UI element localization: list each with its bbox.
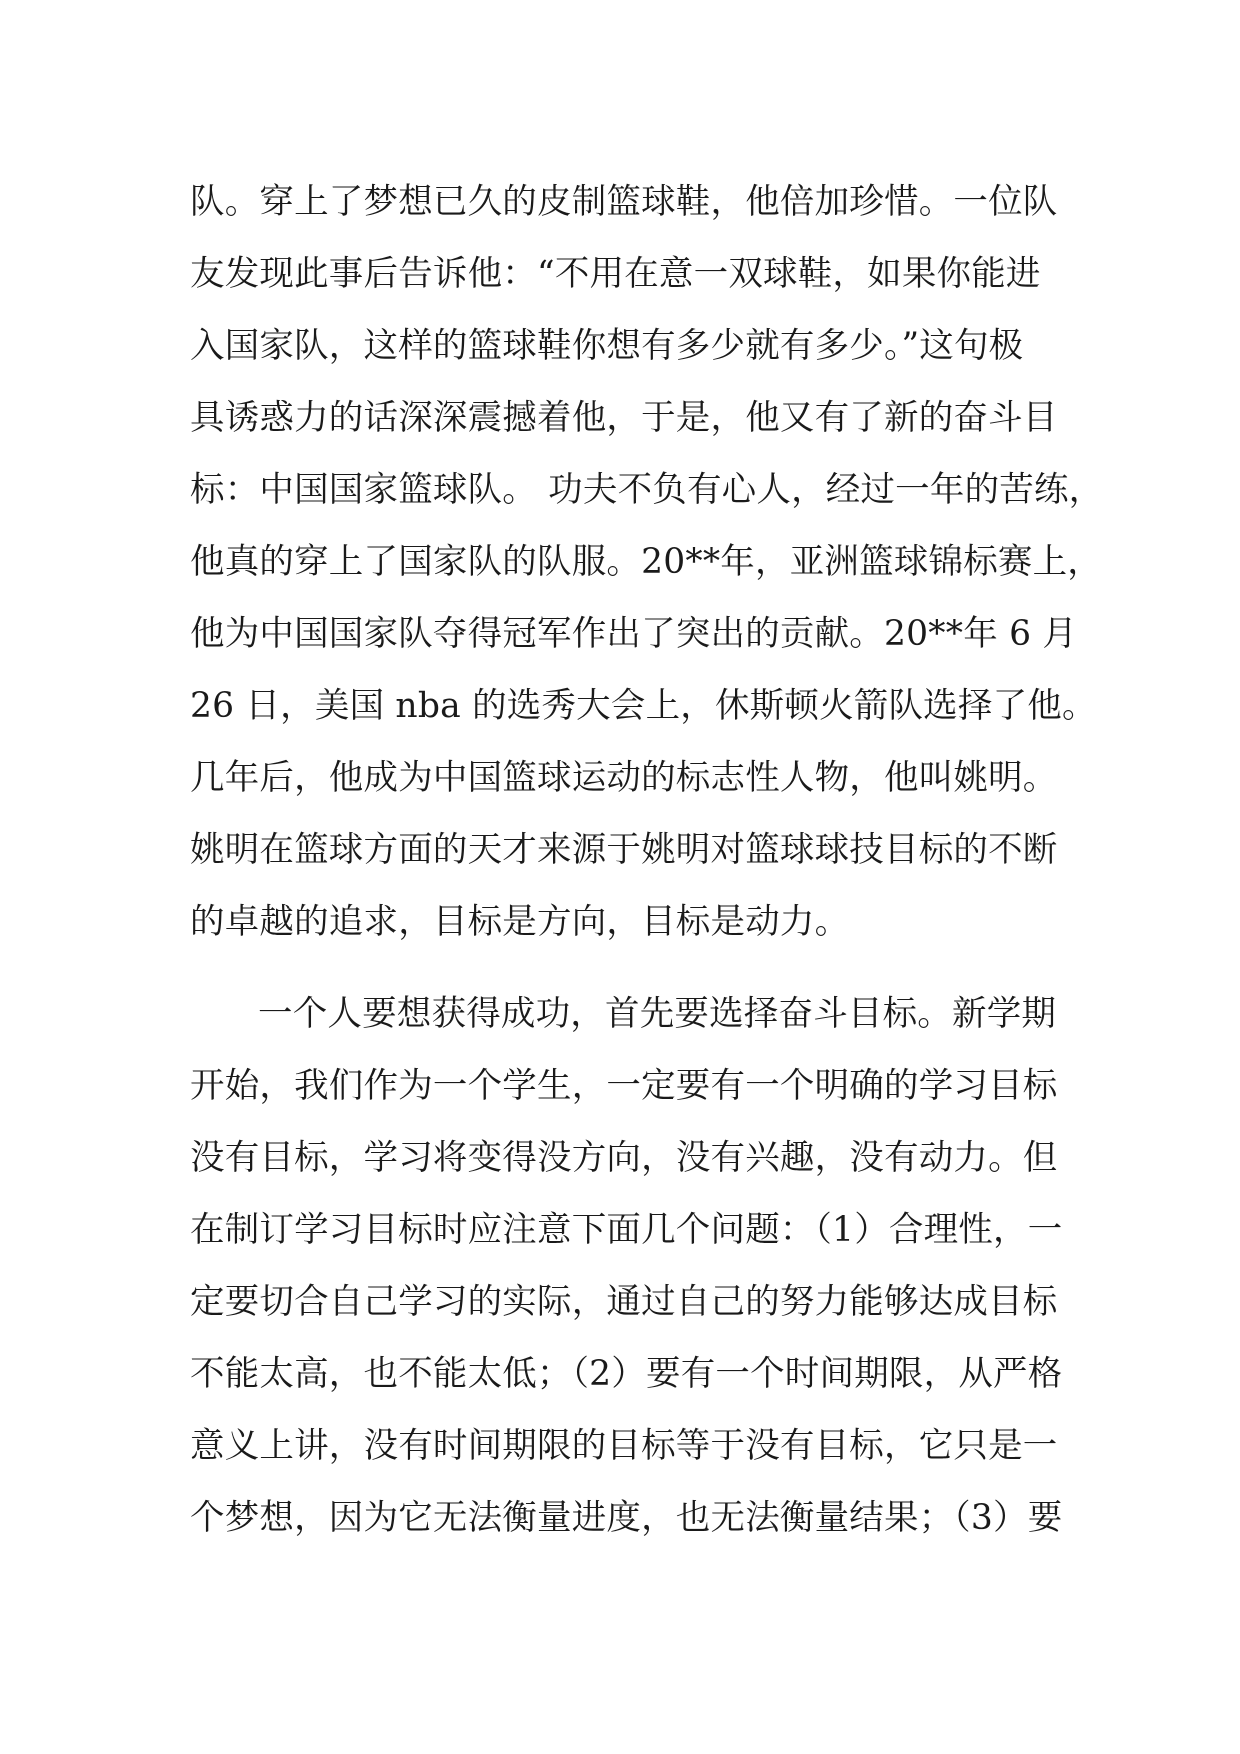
- text-line: 个梦想，因为它无法衡量进度，也无法衡量结果；（3）要: [190, 1498, 1063, 1538]
- text-line: 几年后，他成为中国篮球运动的标志性人物，他叫姚明。: [190, 758, 1058, 798]
- text-line: 他真的穿上了国家队的队服。20**年，亚洲篮球锦标赛上，: [190, 542, 1102, 582]
- text-line: 开始，我们作为一个学生，一定要有一个明确的学习目标: [190, 1066, 1058, 1106]
- text-line: 姚明在篮球方面的天才来源于姚明对篮球球技目标的不断: [190, 830, 1058, 870]
- text-line: 的卓越的追求，目标是方向，目标是动力。: [190, 902, 850, 942]
- text-line: 定要切合自己学习的实际，通过自己的努力能够达成目标: [190, 1282, 1058, 1322]
- text-line: 意义上讲，没有时间期限的目标等于没有目标，它只是一: [190, 1426, 1058, 1466]
- text-line: 26 日，美国 nba 的选秀大会上，休斯顿火箭队选择了他。: [190, 686, 1097, 726]
- text-line: 具诱惑力的话深深震撼着他，于是，他又有了新的奋斗目: [190, 398, 1058, 438]
- text-line: 没有目标，学习将变得没方向，没有兴趣，没有动力。但: [190, 1138, 1058, 1178]
- text-line: 队。穿上了梦想已久的皮制篮球鞋，他倍加珍惜。一位队: [190, 182, 1058, 222]
- text-line: 他为中国国家队夺得冠军作出了突出的贡献。20**年 6 月: [190, 614, 1078, 654]
- text-line: 入国家队，这样的篮球鞋你想有多少就有多少。”这句极: [190, 326, 1024, 366]
- paragraph-first-line: 一个人要想获得成功，首先要选择奋斗目标。新学期: [258, 994, 1057, 1034]
- text-line: 不能太高，也不能太低；（2）要有一个时间期限，从严格: [190, 1354, 1063, 1394]
- text-line: 友发现此事后告诉他：“不用在意一双球鞋，如果你能进: [190, 254, 1041, 294]
- text-line: 标：中国国家篮球队。 功夫不负有心人，经过一年的苦练，: [190, 470, 1104, 510]
- text-line: 在制订学习目标时应注意下面几个问题：（1）合理性，一: [190, 1210, 1063, 1250]
